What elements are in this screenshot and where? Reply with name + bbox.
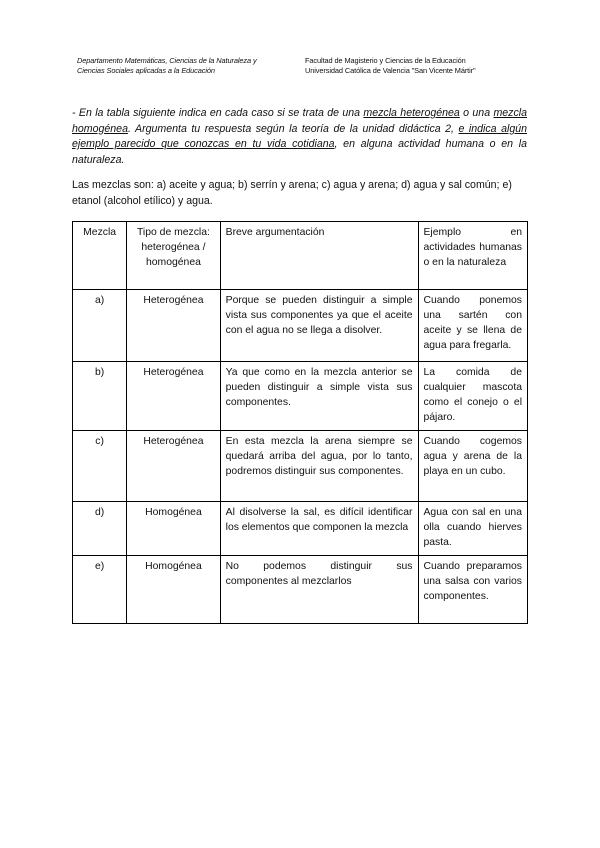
header-mezcla: Mezcla — [73, 222, 127, 290]
cell-ejemplo: Cuando preparamos una salsa con varios componentes. — [418, 556, 528, 624]
table-header-row — [73, 222, 528, 290]
cell-argumento: Ya que como en la mezcla anterior se pueden distinguir a simple vista sus componentes. — [220, 362, 418, 431]
instruction-underline-ejemplo: e indica algún ejemplo parecido que conozcas en tu vida cotidiana — [72, 122, 527, 150]
header-department-line1: Departamento Matemáticas, Ciencias de la Naturaleza y — [77, 56, 257, 65]
cell-argumento: Porque se pueden distinguir a simple vista sus componentes ya que el aceite con el agua no se llega a disolver. — [220, 290, 418, 362]
header-department-line2: Ciencias Sociales aplicadas a la Educación — [77, 66, 215, 75]
cell-tipo: Homogénea — [127, 502, 220, 556]
table-row — [73, 290, 528, 362]
header-argumentacion: Breve argumentación — [220, 222, 418, 290]
header-ejemplo: Ejemplo en actividades humanas o en la naturaleza — [418, 222, 528, 290]
table-row — [73, 362, 528, 431]
instruction-underline-heterogenea: mezcla heterogénea — [363, 107, 460, 119]
instruction-text-4: , en alguna actividad humana o en la naturaleza. — [72, 138, 527, 166]
cell-ejemplo: Agua con sal en una olla cuando hierves pasta. — [418, 502, 528, 556]
header-tipo: Tipo de mezcla: heterogénea / homogénea — [127, 222, 220, 290]
header-faculty-line2: Universidad Católica de Valencia "San Vicente Mártir" — [305, 66, 476, 75]
cell-tipo: Homogénea — [127, 556, 220, 624]
cell-tipo: Heterogénea — [127, 362, 220, 431]
cell-tipo: Heterogénea — [127, 290, 220, 362]
table-row — [73, 556, 528, 624]
instruction-underline-homogenea: mezcla homogénea — [72, 107, 528, 135]
instruction-text-3: . Argumenta tu respuesta según la teoría de la unidad didáctica 2, — [127, 122, 459, 135]
mixtures-intro: Las mezclas son: a) aceite y agua; b) serrín y arena; c) agua y arena; d) agua y sal común; e) etanol (alcohol etílico) y agua. — [72, 179, 512, 207]
cell-tipo: Heterogénea — [127, 431, 220, 502]
instruction-text-2: o una — [459, 107, 494, 119]
cell-mezcla: a) — [73, 290, 127, 362]
cell-ejemplo: Cuando cogemos agua y arena de la playa en un cubo. — [418, 431, 528, 502]
cell-mezcla: d) — [73, 502, 127, 556]
cell-ejemplo: La comida de cualquier mascota como el conejo o el pájaro. — [418, 362, 528, 431]
table-row — [73, 502, 528, 556]
header-department — [77, 56, 292, 76]
cell-argumento: En esta mezcla la arena siempre se quedará arriba del agua, por lo tanto, podremos distinguir sus componentes. — [220, 431, 418, 502]
cell-mezcla: c) — [73, 431, 127, 502]
cell-argumento: Al disolverse la sal, es difícil identificar los elementos que componen la mezcla — [220, 502, 418, 556]
header-faculty — [305, 56, 535, 76]
instruction-paragraph — [72, 106, 527, 168]
header-faculty-line1: Facultad de Magisterio y Ciencias de la Educación — [305, 56, 466, 65]
cell-mezcla: b) — [73, 362, 127, 431]
mixtures-table — [72, 221, 528, 624]
table-row — [73, 431, 528, 502]
cell-mezcla: e) — [73, 556, 127, 624]
cell-ejemplo: Cuando ponemos una sartén con aceite y se llena de agua para fregarla. — [418, 290, 528, 362]
instruction-text-1: - En la tabla siguiente indica en cada caso si se trata de una — [72, 107, 364, 119]
cell-argumento: No podemos distinguir sus componentes al mezclarlos — [220, 556, 418, 624]
